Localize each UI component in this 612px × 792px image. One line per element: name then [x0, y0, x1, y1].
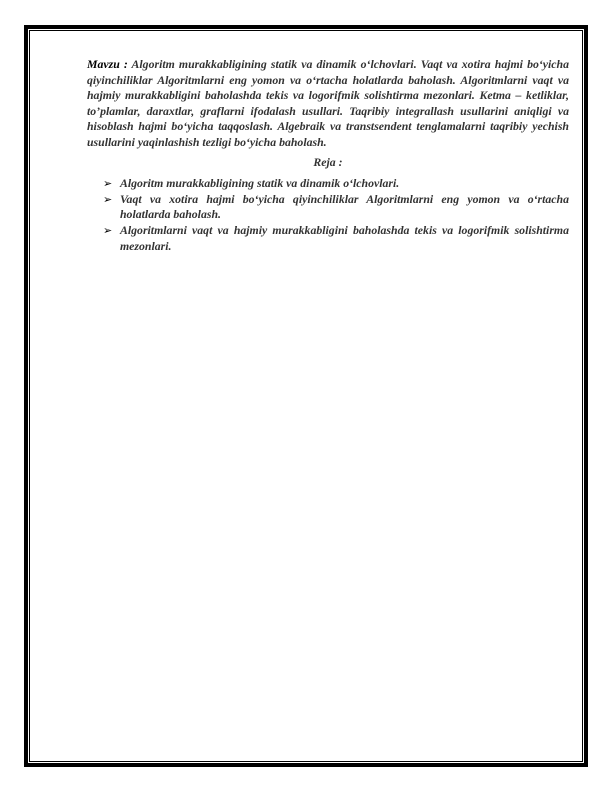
arrowhead-bullet-icon: ➢	[103, 192, 113, 206]
plan-item	[103, 191, 569, 223]
arrowhead-bullet-icon: ➢	[103, 223, 113, 237]
plan-item-text: Algoritmlarni vaqt va hajmiy murakkabligini baholashda tekis va logorifmik solishtirma mezonlari.	[120, 222, 569, 253]
plan-heading: Reja :	[313, 154, 343, 169]
plan-list	[87, 176, 569, 254]
topic-paragraph	[87, 57, 569, 151]
plan-item-text: Vaqt va xotira hajmi bo‘yicha qiyinchiliklar Algoritmlarni eng yomon va o‘rtacha holatlarda baholash.	[120, 191, 569, 222]
plan-item	[103, 222, 569, 254]
plan-item-text: Algoritm murakkabligining statik va dinamik o‘lchovlari.	[120, 176, 400, 191]
topic-text: Algoritm murakkabligining statik va dinamik o‘lchovlari. Vaqt va xotira hajmi bo‘yicha qiyinchiliklar Algoritmlarni eng yomon va o‘rtacha holatlarda baholash. Algoritmlarni vaqt va hajmiy murakkabligini baholashda tekis va logorifmik solishtirma mezonlari. Ketma – ketliklar, to’plamlar, daraxtlar, graflarni ifodalash usullari. Taqribiy integrallash usullarini aniqligi va hisoblash hajmi bo‘yicha taqqoslash. Algebraik va transtsendent tenglamalarni taqribiy yechish usullarini yaqinlashish tezligi bo‘yicha baholash.	[87, 57, 570, 149]
plan-item	[103, 176, 569, 192]
document-body	[87, 57, 569, 254]
arrowhead-bullet-icon: ➢	[103, 177, 113, 191]
topic-label: Mavzu :	[87, 57, 128, 71]
